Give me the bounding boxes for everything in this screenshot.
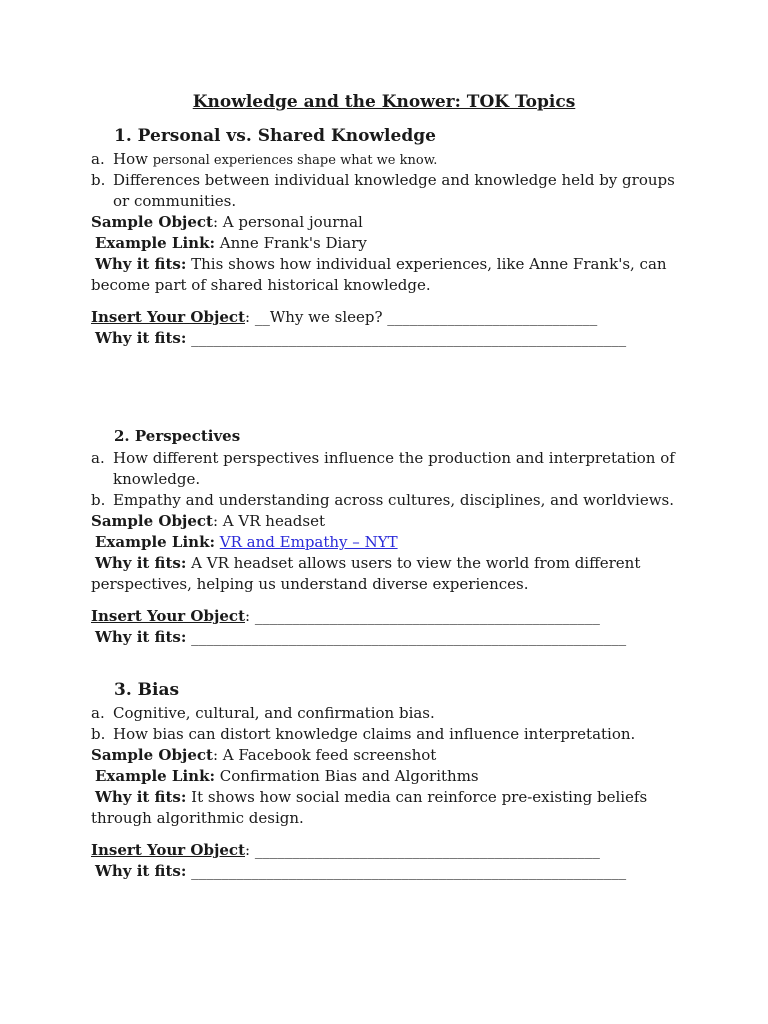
sample-object-value: : A personal journal — [212, 213, 363, 231]
insert-object-field[interactable] — [91, 606, 600, 627]
insert-object-value[interactable]: : ______________________________________________ — [245, 841, 600, 859]
why-blank-value[interactable]: __________________________________________________________ — [191, 628, 627, 646]
why-it-fits — [95, 787, 647, 808]
list-item-text: Differences between individual knowledge and knowledge held by groups — [113, 171, 675, 189]
list-item-text: How different perspectives influence the production and interpretation of — [113, 449, 675, 467]
why-text-continuation: perspectives, helping us understand diverse experiences. — [91, 575, 529, 593]
example-link-value: Anne Frank's Diary — [219, 234, 367, 252]
example-link-label: Example Link: — [95, 234, 215, 252]
why-it-fits-field[interactable] — [95, 861, 626, 882]
list-item — [91, 724, 635, 745]
list-item-text: Empathy and understanding across cultures, disciplines, and worldviews. — [113, 491, 675, 509]
insert-object-label: Insert Your Object — [91, 308, 245, 326]
list-item-text: Cognitive, cultural, and confirmation bias. — [113, 704, 435, 722]
why-it-fits — [95, 254, 667, 275]
example-link-label: Example Link: — [95, 533, 215, 551]
list-item — [91, 448, 675, 469]
section-heading-perspectives — [114, 427, 240, 445]
insert-object-field[interactable] — [91, 840, 600, 861]
list-marker: a. — [91, 449, 105, 467]
list-marker: b. — [91, 491, 106, 509]
why-text-continuation: through algorithmic design. — [91, 809, 304, 827]
example-link — [95, 532, 398, 553]
example-link-label: Example Link: — [95, 767, 215, 785]
why-blank-label: Why it fits: — [95, 862, 187, 880]
section-title: Bias — [137, 680, 180, 700]
list-item-text: personal experiences shape what we know. — [152, 153, 438, 168]
example-link — [95, 766, 479, 787]
example-hyperlink[interactable]: VR and Empathy – NYT — [219, 533, 398, 551]
sample-object-label: Sample Object — [91, 213, 213, 231]
insert-object-label: Insert Your Object — [91, 607, 245, 625]
why-label: Why it fits: — [95, 255, 187, 273]
list-item-continuation: or communities. — [113, 192, 237, 210]
list-item — [91, 149, 437, 171]
why-it-fits — [95, 553, 640, 574]
insert-object-value[interactable]: : ______________________________________________ — [245, 607, 600, 625]
list-marker: a. — [91, 150, 105, 168]
example-link — [95, 233, 367, 254]
section-title: Personal vs. Shared Knowledge — [137, 126, 436, 146]
sample-object-label: Sample Object — [91, 746, 213, 764]
list-marker: b. — [91, 171, 106, 189]
sample-object — [91, 212, 363, 233]
why-blank-value[interactable]: __________________________________________________________ — [191, 329, 627, 347]
section-title: Perspectives — [134, 427, 241, 445]
why-it-fits-field[interactable] — [95, 627, 626, 648]
why-blank-label: Why it fits: — [95, 628, 187, 646]
why-label: Why it fits: — [95, 554, 187, 572]
why-it-fits-field[interactable] — [95, 328, 626, 349]
page-title: Knowledge and the Knower: TOK Topics — [192, 92, 576, 112]
list-item-continuation: knowledge. — [113, 470, 201, 488]
section-number: 1. — [114, 126, 132, 146]
list-item-text: How bias can distort knowledge claims and influence interpretation. — [113, 725, 636, 743]
why-text: This shows how individual experiences, like Anne Frank's, can — [191, 255, 667, 273]
why-blank-label: Why it fits: — [95, 329, 187, 347]
list-marker: a. — [91, 704, 105, 722]
insert-object-field[interactable] — [91, 307, 597, 328]
sample-object-value: : A Facebook feed screenshot — [212, 746, 437, 764]
sample-object — [91, 745, 436, 766]
list-item — [91, 170, 675, 191]
list-item — [91, 490, 674, 511]
sample-object-label: Sample Object — [91, 512, 213, 530]
sample-object-value: : A VR headset — [212, 512, 325, 530]
why-text: It shows how social media can reinforce pre-existing beliefs — [191, 788, 648, 806]
section-number: 2. — [114, 427, 130, 445]
section-heading-personal-vs-shared — [114, 126, 436, 146]
section-number: 3. — [114, 680, 132, 700]
list-item — [91, 703, 435, 724]
insert-object-label: Insert Your Object — [91, 841, 245, 859]
list-marker: b. — [91, 725, 106, 743]
list-item-lead: How — [113, 150, 148, 168]
sample-object — [91, 511, 325, 532]
why-label: Why it fits: — [95, 788, 187, 806]
insert-object-value[interactable]: : __Why we sleep? ____________________________ — [245, 308, 598, 326]
why-blank-value[interactable]: __________________________________________________________ — [191, 862, 627, 880]
why-text-continuation: become part of shared historical knowledge. — [91, 276, 431, 294]
section-heading-bias — [114, 680, 179, 700]
why-text: A VR headset allows users to view the world from different — [191, 554, 641, 572]
example-link-value: Confirmation Bias and Algorithms — [219, 767, 479, 785]
